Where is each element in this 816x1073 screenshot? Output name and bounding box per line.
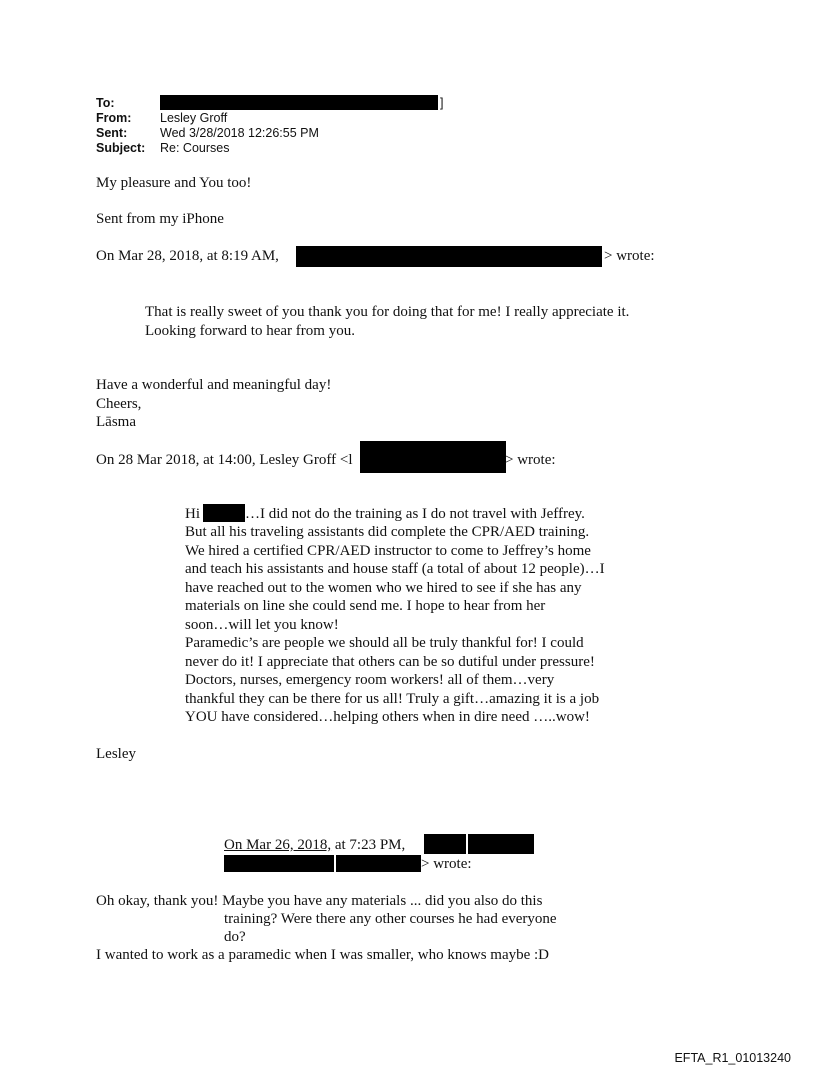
quote2-bracket-fragment: l	[348, 452, 353, 468]
subject-value: Re: Courses	[160, 141, 230, 155]
hi-word: Hi	[185, 506, 200, 522]
from-label: From:	[96, 111, 132, 125]
message-line: and teach his assistants and house staff (a total of about 12 people)…I	[185, 561, 605, 577]
quote2-prefix-text: On 28 Mar 2018, at 14:00, Lesley Groff <	[96, 452, 349, 468]
quote1-body	[145, 303, 629, 340]
final-line: training? Were there any other courses he had everyone	[224, 911, 557, 927]
closing-block	[96, 376, 331, 432]
message-line: soon…will let you know!	[185, 616, 339, 633]
message-line: YOU have considered…helping others when in dire need …..wow!	[185, 709, 590, 725]
final-line: do?	[224, 929, 246, 945]
quote1-line: That is really sweet of you thank you for doing that for me! I really appreciate it.	[145, 304, 630, 320]
sign-name: Lesley	[96, 746, 136, 762]
message-line: But all his traveling assistants did complete the CPR/AED training.	[185, 524, 590, 540]
redaction-recipient-name	[203, 504, 245, 522]
redaction-quote2-email	[360, 441, 506, 473]
quote1-suffix: > wrote:	[604, 248, 655, 264]
final-line: I wanted to work as a paramedic when I was smaller, who knows maybe :D	[96, 947, 550, 963]
message-line: We hired a certified CPR/AED instructor to come to Jeffrey’s home	[185, 542, 591, 559]
message-line: Paramedic’s are people we should all be truly thankful for! I could	[185, 635, 584, 651]
message-line: thankful they can be there for us all! Truly a gift…amazing it is a job	[185, 690, 600, 707]
quote3-header	[224, 836, 405, 854]
message-line: have reached out to the women who we hired to see if she has any	[185, 579, 582, 596]
closing-line: Have a wonderful and meaningful day!	[96, 377, 332, 393]
sent-value: Wed 3/28/2018 12:26:55 PM	[160, 126, 319, 140]
message-line: never do it! I appreciate that others can be so dutiful under pressure!	[185, 653, 595, 670]
quote3-suffix: > wrote:	[421, 856, 472, 872]
redaction-quote3-email-b	[336, 855, 421, 872]
redaction-quote3-name-b	[468, 834, 534, 854]
from-value: Lesley Groff	[160, 111, 228, 125]
hi-rest: …I did not do the training as I do not travel with Jeffrey.	[245, 506, 585, 522]
quote2-suffix: > wrote:	[505, 452, 556, 468]
message-line: materials on line she could send me. I hope to hear from her	[185, 598, 546, 614]
redaction-quote1-sender	[296, 246, 602, 267]
quote1-prefix: On Mar 28, 2018, at 8:19 AM,	[96, 248, 279, 264]
quote3-prefix: On Mar 26, 2018,	[224, 837, 332, 853]
reply-text: My pleasure and You too!	[96, 175, 252, 191]
redaction-quote3-name-a	[424, 834, 466, 854]
closing-line: Cheers,	[96, 395, 142, 412]
message-line: Doctors, nurses, emergency room workers! all of them…very	[185, 672, 555, 688]
document-id: EFTA_R1_01013240	[674, 1051, 791, 1065]
to-bracket: ]	[440, 96, 444, 110]
quote1-line: Looking forward to hear from you.	[145, 322, 355, 339]
to-label: To:	[96, 96, 115, 110]
quote3-mid: at 7:23 PM,	[331, 837, 406, 853]
redaction-quote3-email-a	[224, 855, 334, 872]
final-line: Oh okay, thank you! Maybe you have any materials ... did you also do this	[96, 893, 543, 909]
email-header	[96, 96, 496, 158]
quote2-prefix	[96, 451, 352, 469]
sent-label: Sent:	[96, 126, 128, 140]
signature-text: Sent from my iPhone	[96, 211, 224, 227]
redaction-to	[160, 95, 438, 110]
subject-label: Subject:	[96, 141, 146, 155]
message-body	[185, 523, 605, 727]
closing-line: Lāsma	[96, 414, 136, 430]
